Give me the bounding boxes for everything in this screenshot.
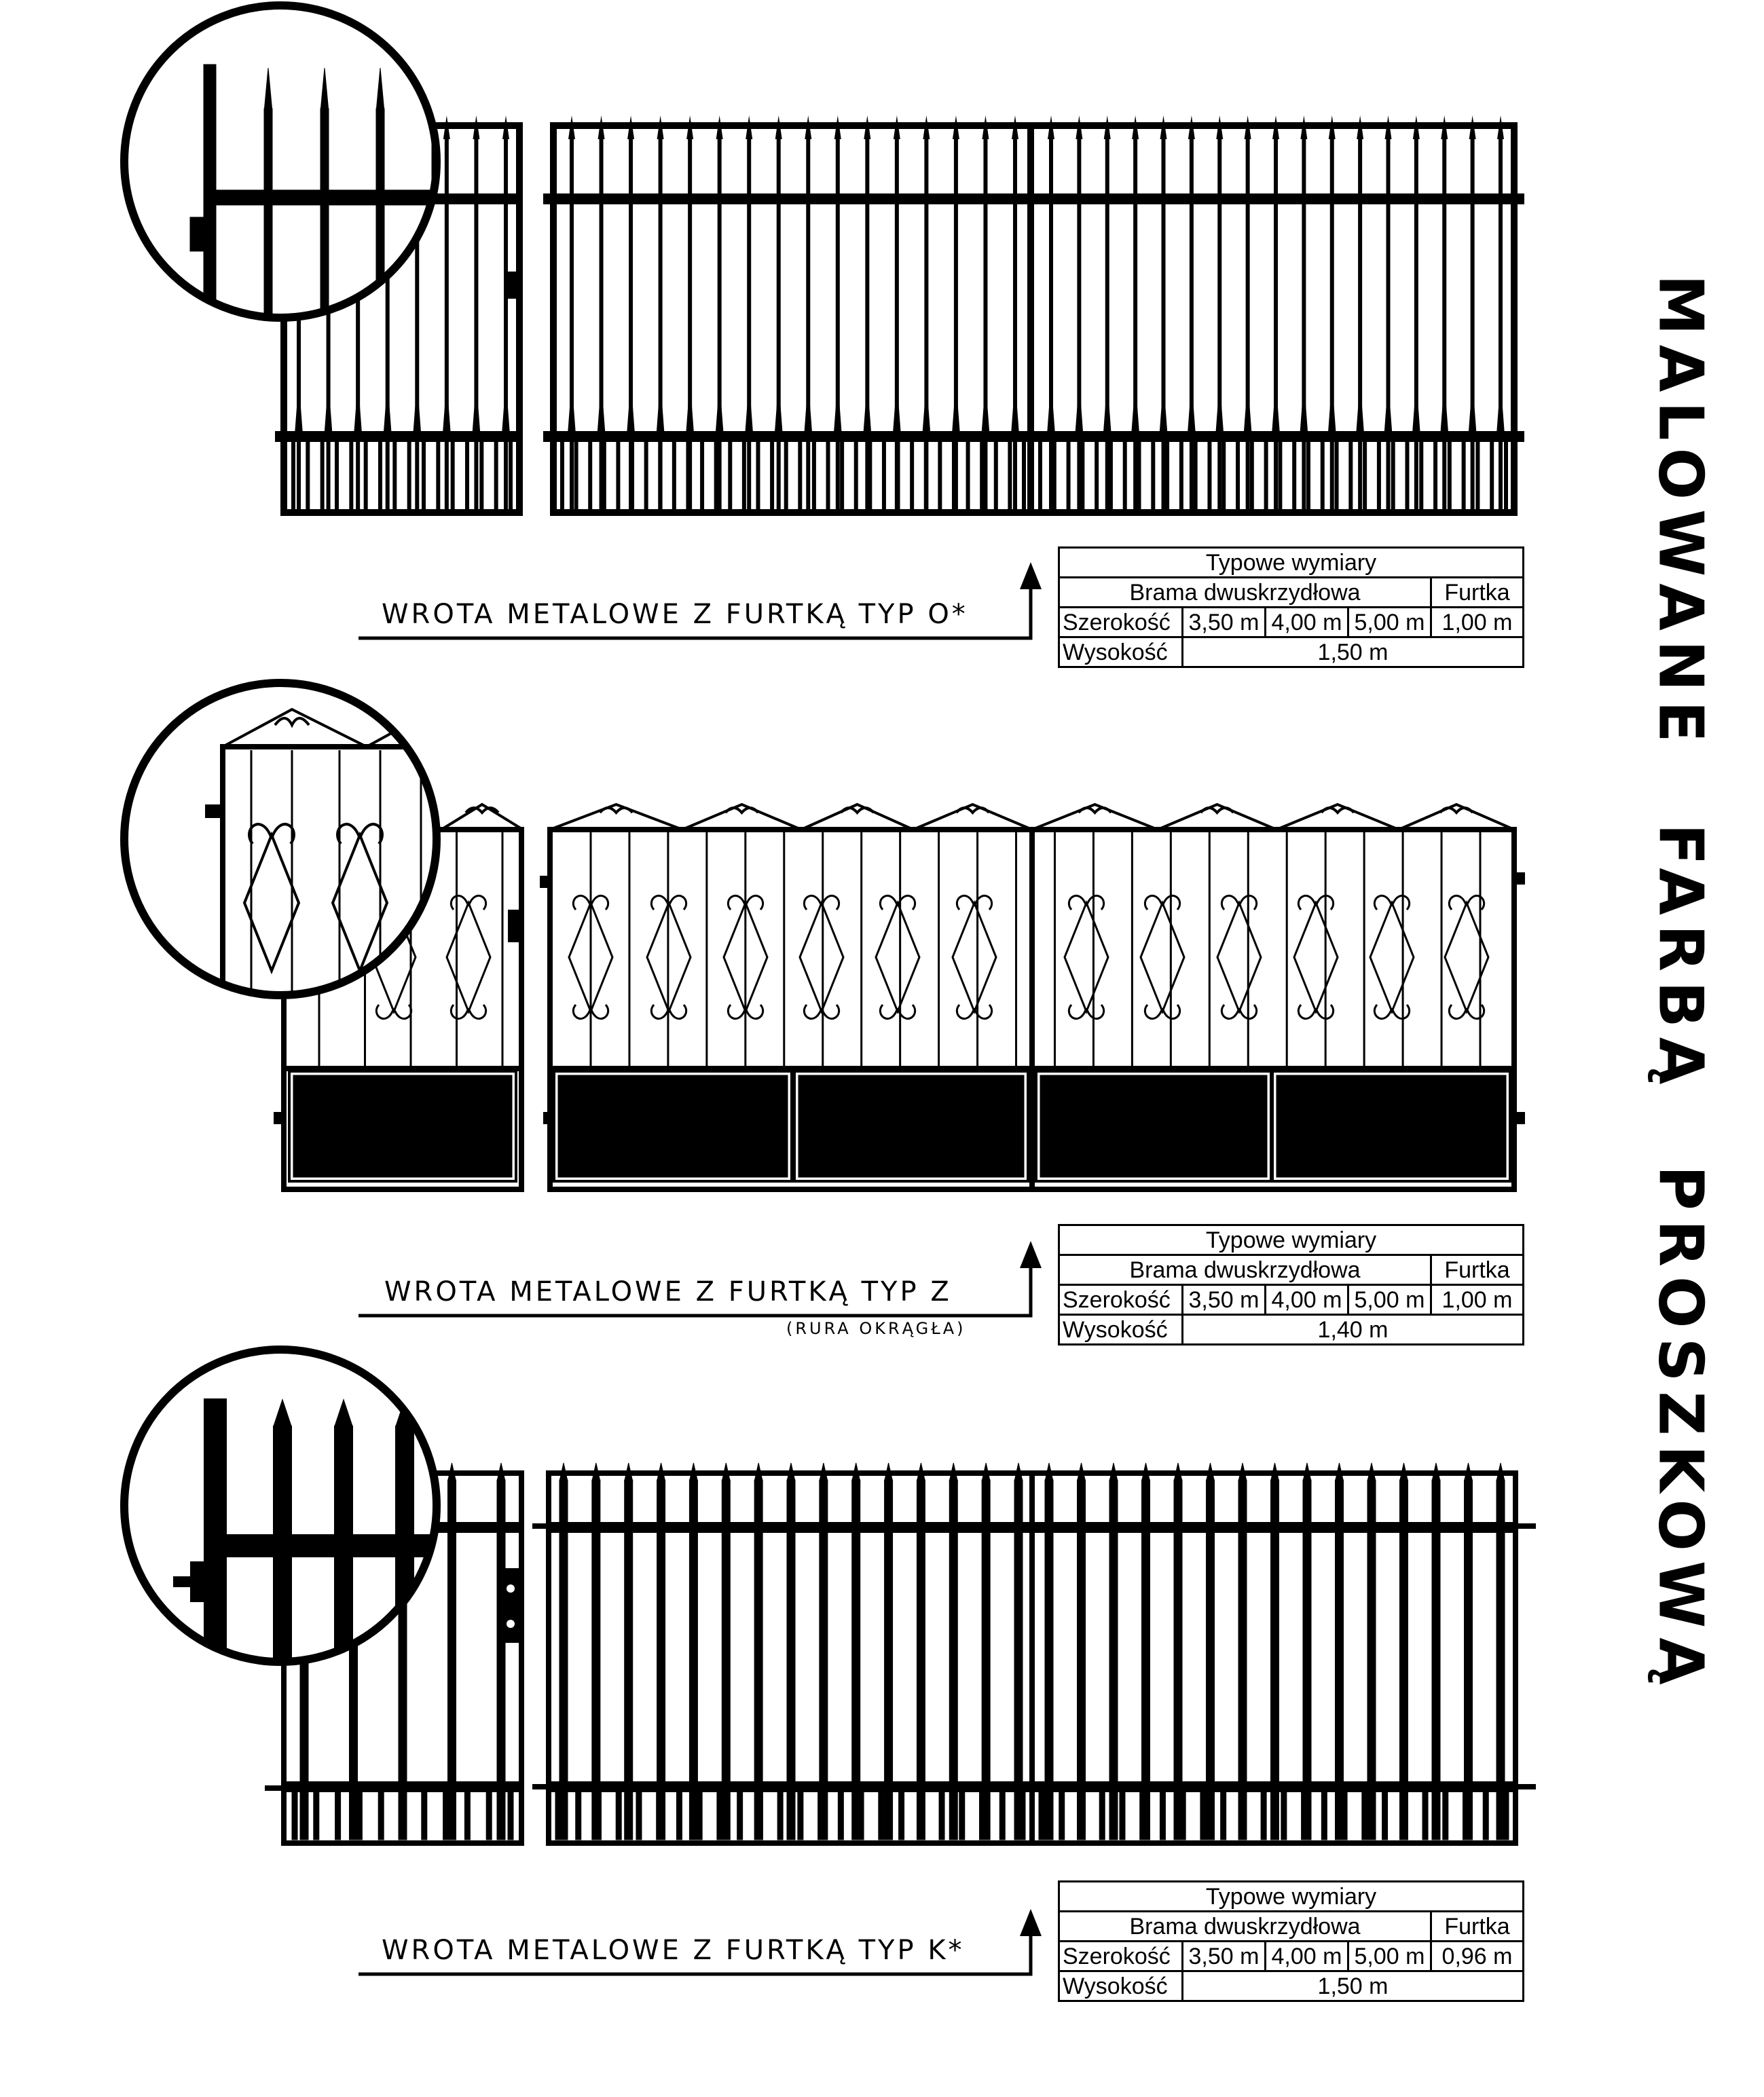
lower-spear	[295, 380, 303, 434]
lower-bar	[818, 1792, 824, 1840]
lower-spear	[325, 380, 333, 434]
caption-type-k: WROTA METALOWE Z FURTKĄ TYP K*	[382, 1935, 965, 1966]
picket	[820, 1480, 828, 1840]
picket	[1271, 1480, 1279, 1840]
solid-panel	[1276, 1075, 1506, 1177]
diamond	[876, 903, 919, 1012]
picket	[982, 1480, 990, 1840]
width-value: 5,00 m	[1348, 1285, 1431, 1315]
height-label: Wysokość	[1059, 637, 1183, 667]
solid-panel	[798, 1075, 1024, 1177]
lower-bar	[939, 1792, 944, 1840]
table-title: Typowe wymiary	[1059, 1882, 1524, 1912]
picket	[1303, 1480, 1311, 1840]
lower-spear	[922, 380, 930, 434]
lower-bar	[1443, 1792, 1448, 1840]
lower-spear	[1131, 380, 1139, 434]
picket	[754, 1480, 762, 1840]
lower-spear	[354, 380, 362, 434]
height-label: Wysokość	[1059, 1971, 1183, 2001]
lower-bar	[378, 1792, 384, 1840]
table-title: Typowe wymiary	[1059, 1225, 1524, 1255]
diamond	[1217, 903, 1261, 1012]
dimensions-table-o	[1058, 546, 1524, 668]
lower-bar	[919, 1792, 924, 1840]
lower-spear	[1075, 380, 1083, 434]
caption-type-z: WROTA METALOWE Z FURTKĄ TYP Z	[384, 1276, 952, 1307]
lower-bar	[508, 1792, 513, 1840]
wicket-width-value: 0,96 m	[1431, 1942, 1524, 1971]
picket	[1174, 1480, 1182, 1840]
lower-bar	[697, 1792, 702, 1840]
picket	[273, 1426, 292, 1684]
table-title: Typowe wymiary	[1059, 548, 1524, 578]
solid-panel	[558, 1075, 788, 1177]
lower-bar	[1039, 1792, 1044, 1840]
pediment	[1158, 804, 1276, 830]
picket	[852, 1480, 860, 1840]
lower-spear	[598, 380, 606, 434]
dimensions-table-k	[1058, 1880, 1524, 2002]
gate-header: Brama dwuskrzydłowa	[1059, 578, 1431, 608]
lower-spear	[716, 380, 724, 434]
lower-spear	[981, 380, 989, 434]
lower-bar	[422, 1792, 427, 1840]
lower-bar	[576, 1792, 581, 1840]
picket	[657, 1480, 665, 1840]
lower-spear	[472, 380, 480, 434]
width-value: 3,50 m	[1183, 1285, 1266, 1315]
picket	[1432, 1480, 1440, 1840]
lower-bar	[636, 1792, 642, 1840]
picket	[1078, 1480, 1086, 1840]
lower-bar	[486, 1792, 492, 1840]
subcaption-type-z: (RURA OKRĄGŁA)	[786, 1319, 966, 1338]
wicket-header: Furtka	[1431, 578, 1524, 608]
picket	[625, 1480, 633, 1840]
lower-bar	[676, 1792, 682, 1840]
lower-bar	[1140, 1792, 1145, 1840]
dimensions-table-z	[1058, 1224, 1524, 1346]
gate-leaf-left	[553, 126, 1031, 513]
pediment	[913, 804, 1032, 830]
hinge	[508, 272, 520, 299]
lower-bar	[717, 1792, 722, 1840]
width-label: Szerokość	[1059, 1942, 1183, 1971]
picket	[448, 1480, 456, 1840]
picket	[949, 1480, 957, 1840]
hinge	[502, 1568, 521, 1643]
pediment	[441, 804, 523, 830]
lower-spear	[775, 380, 783, 434]
width-label: Szerokość	[1059, 608, 1183, 637]
lower-spear	[1384, 380, 1393, 434]
lower-bar	[798, 1792, 803, 1840]
wicket-header: Furtka	[1431, 1255, 1524, 1285]
picket	[787, 1480, 795, 1840]
lower-bar	[1221, 1792, 1226, 1840]
diamond	[1141, 903, 1184, 1012]
lower-spear	[1272, 380, 1280, 434]
width-value: 3,50 m	[1183, 1942, 1266, 1971]
picket	[592, 1480, 600, 1840]
lower-spear	[568, 380, 576, 434]
height-label: Wysokość	[1059, 1315, 1183, 1345]
lower-bar	[858, 1792, 864, 1840]
lower-spear	[627, 380, 635, 434]
lower-bar	[899, 1792, 904, 1840]
lower-spear	[745, 380, 753, 434]
picket	[1336, 1480, 1344, 1840]
wicket-width-value: 1,00 m	[1431, 1285, 1524, 1315]
diamond	[1370, 903, 1414, 1012]
lower-spear	[384, 380, 392, 434]
wicket-header: Furtka	[1431, 1912, 1524, 1942]
lower-bar	[595, 1792, 601, 1840]
pediment	[1032, 804, 1158, 830]
picket	[1496, 1480, 1505, 1840]
lower-bar	[1281, 1792, 1287, 1840]
width-value: 4,00 m	[1266, 1942, 1348, 1971]
lower-bar	[1059, 1792, 1065, 1840]
zoom-detail-o	[124, 5, 482, 336]
lower-bar	[737, 1792, 743, 1840]
lower-bar	[1362, 1792, 1367, 1840]
width-label: Szerokość	[1059, 1285, 1183, 1315]
lower-bar	[1342, 1792, 1347, 1840]
picket	[1400, 1480, 1408, 1840]
width-value: 4,00 m	[1266, 608, 1348, 637]
gate-header: Brama dwuskrzydłowa	[1059, 1912, 1431, 1942]
lower-bar	[1020, 1792, 1025, 1840]
lower-bar	[1120, 1792, 1125, 1840]
lower-spear	[1160, 380, 1168, 434]
width-value: 4,00 m	[1266, 1285, 1348, 1315]
lower-spear	[1328, 380, 1336, 434]
lower-bar	[443, 1792, 449, 1840]
lower-spear	[1356, 380, 1364, 434]
lower-spear	[1440, 380, 1448, 434]
picket	[917, 1480, 925, 1840]
lower-spear	[1103, 380, 1111, 434]
lower-bar	[879, 1792, 884, 1840]
lower-spear	[1215, 380, 1224, 434]
gate-type-o	[275, 115, 1524, 513]
caption-type-o: WROTA METALOWE Z FURTKĄ TYP O*	[382, 599, 968, 630]
lower-bar	[314, 1792, 319, 1840]
lower-bar	[1079, 1792, 1084, 1840]
gate-type-k	[265, 1463, 1536, 1843]
gate-header: Brama dwuskrzydłowa	[1059, 1255, 1431, 1285]
lower-spear	[1300, 380, 1308, 434]
picket	[885, 1480, 893, 1840]
lower-spear	[952, 380, 960, 434]
lower-bar	[292, 1792, 297, 1840]
picket	[1142, 1480, 1150, 1840]
picket	[1207, 1480, 1215, 1840]
gate-leaf-right	[1031, 126, 1514, 513]
lower-spear	[657, 380, 665, 434]
pediment	[682, 804, 801, 830]
lower-bar	[838, 1792, 843, 1840]
lower-spear	[804, 380, 812, 434]
solid-panel	[1040, 1075, 1267, 1177]
picket	[559, 1480, 568, 1840]
lower-bar	[1160, 1792, 1165, 1840]
lower-spear	[1011, 380, 1019, 434]
picket	[689, 1480, 697, 1840]
lower-bar	[1302, 1792, 1307, 1840]
diamond	[1065, 903, 1108, 1012]
lower-spear	[1469, 380, 1477, 434]
picket	[376, 109, 384, 333]
diamond	[1294, 903, 1338, 1012]
lower-bar	[356, 1792, 362, 1840]
wicket-width-value: 1,00 m	[1431, 608, 1524, 637]
pediment	[1399, 804, 1514, 830]
lower-bar	[464, 1792, 470, 1840]
lower-spear	[443, 380, 451, 434]
hinge	[508, 910, 520, 942]
lower-bar	[1261, 1792, 1266, 1840]
picket	[497, 1480, 505, 1840]
lower-spear	[863, 380, 871, 434]
lower-bar	[555, 1792, 561, 1840]
height-value: 1,50 m	[1183, 1971, 1524, 2001]
lower-bar	[1321, 1792, 1327, 1840]
pediment	[1276, 804, 1399, 830]
lower-spear	[1496, 380, 1505, 434]
lower-bar	[1099, 1792, 1105, 1840]
lower-bar	[1241, 1792, 1246, 1840]
diamond	[447, 903, 490, 1012]
height-value: 1,40 m	[1183, 1315, 1524, 1345]
lower-bar	[400, 1792, 405, 1840]
lower-spear	[1047, 380, 1055, 434]
pediment	[550, 804, 682, 830]
side-title-text: MALOWANE FARBĄ PROSZKOWĄ	[1644, 274, 1716, 1694]
lower-spear	[1412, 380, 1420, 434]
lower-bar	[1483, 1792, 1488, 1840]
lower-bar	[1463, 1792, 1469, 1840]
lower-bar	[980, 1792, 985, 1840]
width-value: 3,50 m	[1183, 608, 1266, 637]
lower-spear	[834, 380, 842, 434]
diamond	[800, 903, 843, 1012]
lower-bar	[1503, 1792, 1509, 1840]
lower-bar	[1200, 1792, 1206, 1840]
picket	[722, 1480, 730, 1840]
lower-bar	[757, 1792, 762, 1840]
picket	[1014, 1480, 1023, 1840]
lower-bar	[616, 1792, 621, 1840]
lower-spear	[686, 380, 694, 434]
diamond	[953, 903, 996, 1012]
lower-bar	[999, 1792, 1005, 1840]
width-value: 5,00 m	[1348, 1942, 1431, 1971]
lower-spear	[413, 380, 421, 434]
picket	[264, 109, 272, 333]
lower-spear	[502, 380, 510, 434]
zoom-detail-k	[124, 1350, 489, 1684]
lower-bar	[959, 1792, 965, 1840]
height-value: 1,50 m	[1183, 637, 1524, 667]
lower-spear	[1188, 380, 1196, 434]
width-value: 5,00 m	[1348, 608, 1431, 637]
lower-bar	[335, 1792, 341, 1840]
zoom-detail-z	[124, 683, 475, 1032]
picket	[1238, 1480, 1247, 1840]
diamond	[1445, 903, 1488, 1012]
picket	[320, 109, 329, 333]
solid-panel	[293, 1075, 512, 1177]
picket	[1465, 1480, 1473, 1840]
lower-bar	[1382, 1792, 1388, 1840]
lower-spear	[893, 380, 901, 434]
lower-spear	[1244, 380, 1252, 434]
lower-bar	[657, 1792, 662, 1840]
lower-bar	[1180, 1792, 1186, 1840]
picket	[1109, 1480, 1118, 1840]
lower-bar	[1402, 1792, 1408, 1840]
lower-bar	[1422, 1792, 1428, 1840]
gate-type-z	[274, 804, 1525, 1189]
lower-bar	[777, 1792, 783, 1840]
picket	[1045, 1480, 1053, 1840]
picket	[1367, 1480, 1376, 1840]
pediment	[801, 804, 913, 830]
side-title	[1602, 274, 1759, 1694]
